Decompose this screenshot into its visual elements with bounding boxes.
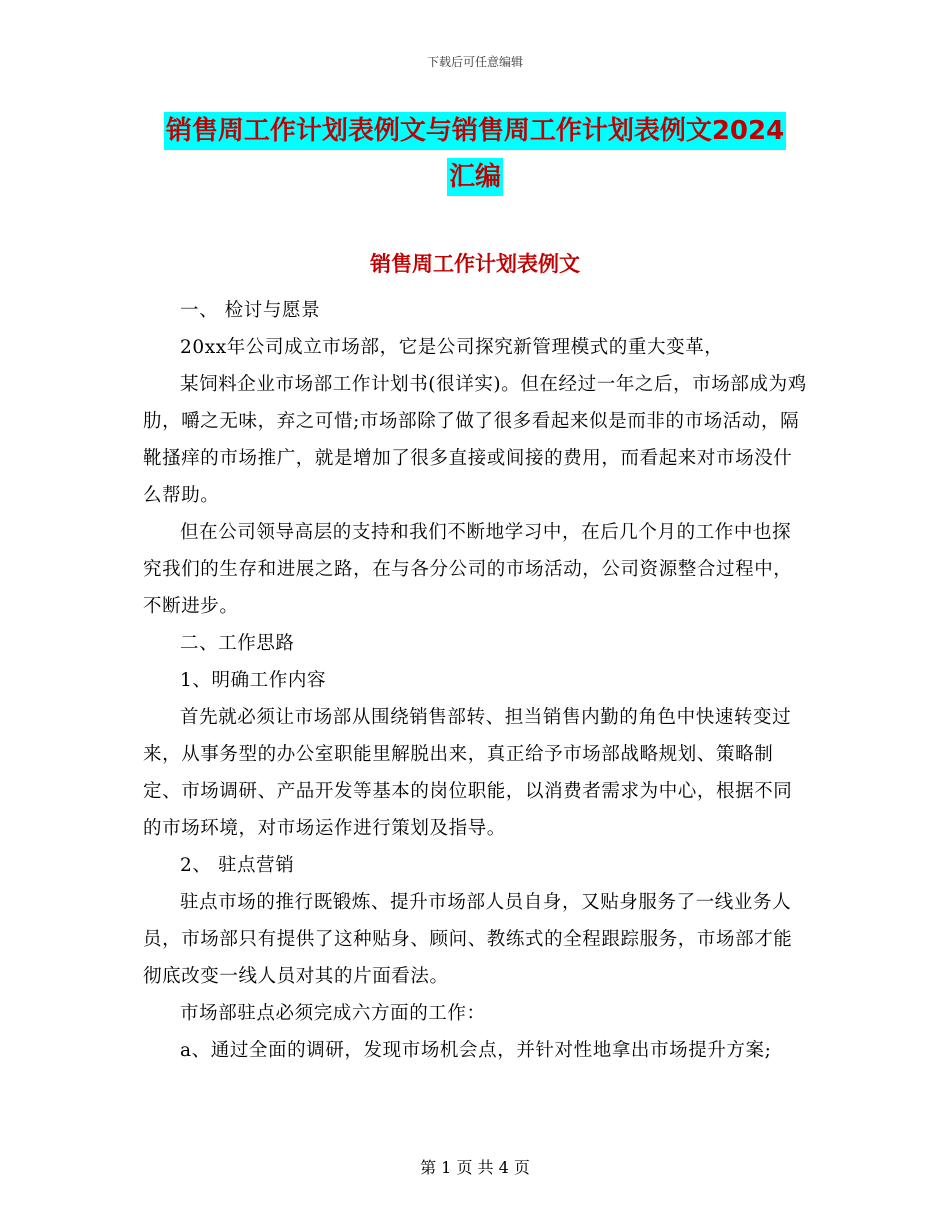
paragraph: 一、 检讨与愿景: [180, 300, 321, 321]
paragraph: 首先就必须让市场部从围绕销售部转、担当销售内勤的角色中快速转变过来，从事务型的办公室职能里解脱出来，真正给予市场部战略规划、策略制定、市场调研、产品开发等基本的岗位职能，以消费者需求为中心，根据不同的市场环境，对市场运作进行策划及指导。: [143, 707, 793, 839]
header-note: 下载后可任意编辑: [426, 55, 523, 69]
document-title: [0, 112, 950, 196]
section-title: 销售周工作计划表例文: [370, 252, 580, 276]
body-text: [143, 292, 807, 1069]
paragraph: 某饲料企业市场部工作计划书(很详实)。但在经过一年之后，市场部成为鸡肋，嚼之无味，弃之可惜;市场部除了做了很多看起来似是而非的市场活动，隔靴搔痒的市场推广，就是增加了很多直接或间接的费用，而看起来对市场没什么帮助。: [143, 374, 807, 506]
paragraph: a、通过全面的调研，发现市场机会点，并针对性地拿出市场提升方案;: [180, 1040, 772, 1061]
title-line-1: 销售周工作计划表例文与销售周工作计划表例文2024: [164, 112, 786, 150]
paragraph: 20xx年公司成立市场部，它是公司探究新管理模式的重大变革，: [180, 337, 724, 358]
paragraph: 1、明确工作内容: [180, 670, 327, 691]
paragraph: 市场部驻点必须完成六方面的工作：: [180, 1003, 486, 1024]
paragraph: 2、 驻点营销: [180, 855, 295, 876]
page-number: 第 1 页 共 4 页: [420, 1158, 530, 1177]
paragraph: 但在公司领导高层的支持和我们不断地学习中，在后几个月的工作中也探究我们的生存和进展之路，在与各分公司的市场活动，公司资源整合过程中，不断进步。: [143, 522, 793, 617]
title-line-2: 汇编: [447, 158, 503, 196]
paragraph: 二、工作思路: [180, 633, 295, 654]
paragraph: 驻点市场的推行既锻炼、提升市场部人员自身，又贴身服务了一线业务人员，市场部只有提供了这种贴身、顾问、教练式的全程跟踪服务，市场部才能彻底改变一线人员对其的片面看法。: [143, 892, 793, 987]
